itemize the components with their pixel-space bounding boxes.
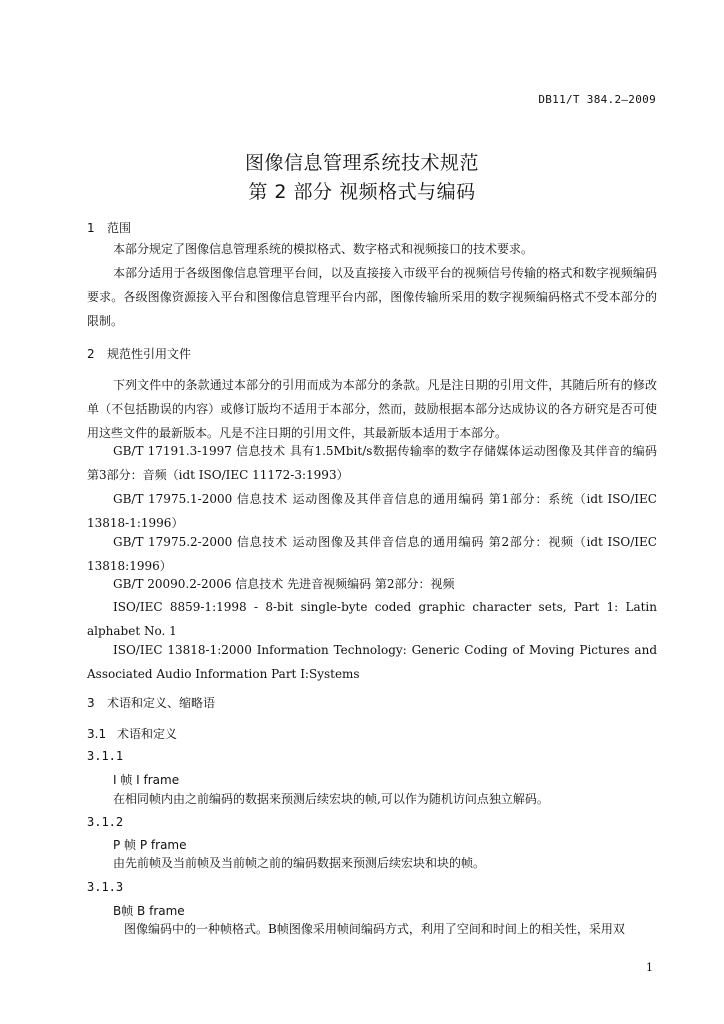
reference-item: GB/T 17975.2-2000 信息技术 运动图像及其伴音信息的通用编码 第2部分：视频（idt ISO/IEC 13818:1996） <box>87 535 657 573</box>
term-definition: 由先前帧及当前帧及当前帧之前的编码数据来预测后续宏块和块的帧。 <box>113 856 486 870</box>
term-name: P 帧 P frame <box>113 838 187 852</box>
term-name: I 帧 I frame <box>113 773 180 787</box>
term-number: 3.1.2 <box>87 815 124 829</box>
subsection-3-1-number: 3.1 <box>87 727 107 741</box>
section-2-number: 2 <box>87 347 95 361</box>
subsection-3-1-title: 术语和定义 <box>117 727 178 741</box>
reference-item: GB/T 17975.1-2000 信息技术 运动图像及其伴音信息的通用编码 第1部分：系统（idt ISO/IEC 13818-1:1996） <box>87 492 657 530</box>
term-definition: 图像编码中的一种帧格式。B帧图像采用帧间编码方式，利用了空间和时间上的相关性，采用双 <box>124 922 625 936</box>
reference-item: GB/T 17191.3-1997 信息技术 具有1.5Mbit/s数据传输率的数字存储媒体运动图像及其伴音的编码 第3部分：音频（idt ISO/IEC 11172-3:1993） <box>87 444 657 482</box>
document-subtitle: 第 2 部分 视频格式与编码 <box>248 181 476 203</box>
page-number: 1 <box>646 961 653 974</box>
section-2-title: 规范性引用文件 <box>107 347 192 361</box>
section-1-title: 范围 <box>107 221 132 235</box>
section-3-heading <box>87 694 215 711</box>
section-1-paragraph-1: 本部分规定了图像信息管理系统的模拟格式、数字格式和视频接口的技术要求。 <box>113 242 534 256</box>
term-definition: 在相同帧内由之前编码的数据来预测后续宏块的帧,可以作为随机访问点独立解码。 <box>113 792 549 806</box>
reference-item: ISO/IEC 13818-1:2000 Information Technology: Generic Coding of Moving Pictures and Associated Audio Information Part I:Systems <box>87 643 657 681</box>
subsection-3-1-heading <box>87 725 177 742</box>
term-number: 3.1.3 <box>87 880 124 894</box>
document-title: 图像信息管理系统技术规范 <box>244 152 479 174</box>
section-1-number: 1 <box>87 221 95 235</box>
section-1-paragraph-2: 本部分适用于各级图像信息管理平台间，以及直接接入市级平台的视频信号传输的格式和数字视频编码要求。各级图像资源接入平台和图像信息管理平台内部，图像传输所采用的数字视频编码格式不受本部分的限制。 <box>87 266 657 328</box>
reference-item: GB/T 20090.2-2006 信息技术 先进音视频编码 第2部分：视频 <box>113 577 455 591</box>
section-2-heading <box>87 345 191 362</box>
term-name: B帧 B frame <box>113 904 185 918</box>
standard-number: DB11/T 384.2—2009 <box>538 93 656 106</box>
term-number: 3.1.1 <box>87 749 124 763</box>
section-3-title: 术语和定义、缩略语 <box>107 696 216 710</box>
section-2-intro: 下列文件中的条款通过本部分的引用而成为本部分的条款。凡是注日期的引用文件，其随后所有的修改单（不包括勘误的内容）或修订版均不适用于本部分，然而，鼓励根据本部分达成协议的各方研究是否可使用这些文件的最新版本。凡是不注日期的引用文件，其最新版本适用于本部分。 <box>87 378 657 440</box>
section-3-number: 3 <box>87 696 95 710</box>
section-1-heading <box>87 219 131 236</box>
reference-item: ISO/IEC 8859-1:1998 - 8-bit single-byte coded graphic character sets, Part 1: Latin alphabet No. 1 <box>87 600 657 638</box>
